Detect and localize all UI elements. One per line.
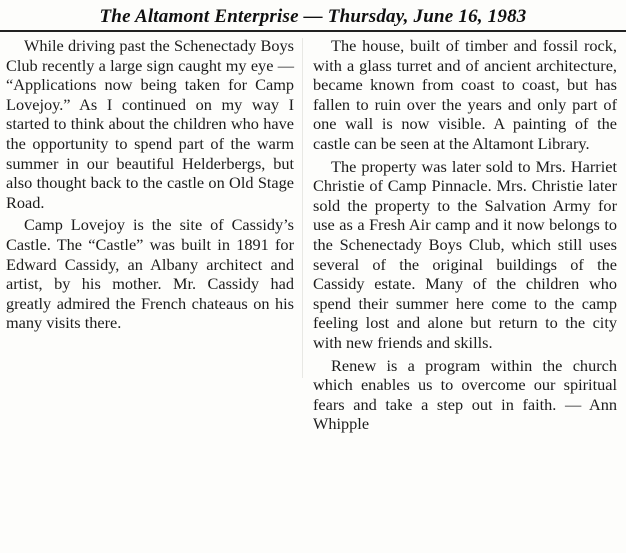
paragraph: Camp Lovejoy is the site of Cassidy’s Castle. The “Castle” was built in 1891 for Edward Cassidy, an Albany architect and artist, by his mother. Mr. Cassidy had greatly admired the French chateaus on his many visits there. [6,215,294,333]
article-column-right [313,36,617,437]
column-gutter [302,38,303,378]
paragraph-signoff: Renew is a program within the church which enables us to overcome our spiritual fears and take a step out in faith. — Ann Whipple [313,355,617,434]
paragraph: While driving past the Schenectady Boys Club recently a large sign caught my eye — “Applications now being taken for Camp Lovejoy.” As I continued on my way I started to think about the children who have the opportunity to spend part of the warm summer in our beautiful Helderbergs, but also thought back to the castle on Old Stage Road. [6,36,294,212]
masthead-title: The Altamont Enterprise — Thursday, June 16, 1983 [99,6,527,27]
masthead-rule [0,30,626,32]
article-column-left [6,36,294,336]
paragraph: The property was later sold to Mrs. Harriet Christie of Camp Pinnacle. Mrs. Christie later sold the property to the Salvation Army for use as a Fresh Air camp and it now belongs to the Schenectady Boys Club, which still uses several of the original buildings of the Cassidy estate. Many of the children who spend their summer here come to the camp feeling lost and alone but return to the city with new friends and skills. [313,156,617,352]
paragraph: The house, built of timber and fossil rock, with a glass turret and of ancient architecture, became known from coast to coast, but has fallen to ruin over the years and only part of one wall is now visible. A painting of the castle can be seen at the Altamont Library. [313,36,617,153]
